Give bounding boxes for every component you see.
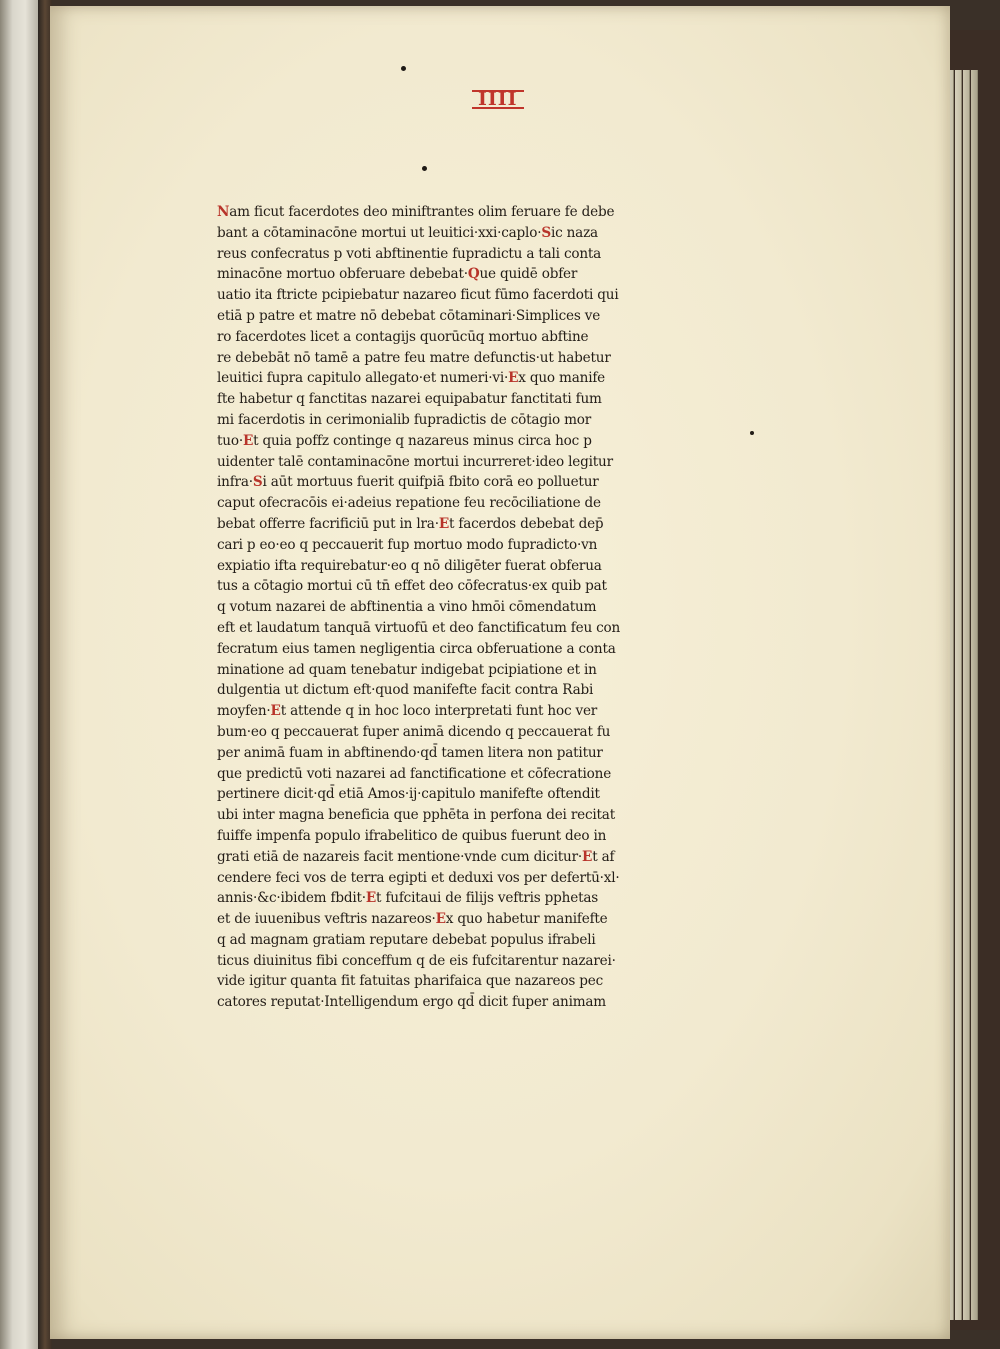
text-line: bebat offerre facrificiū put in lra·Et facerdos debebat dep̄ [217, 515, 604, 532]
text-line: q votum nazarei de abftinentia a vino hmōi cōmendatum [217, 599, 597, 616]
text-line: pertinere dicit·qd̄ etiā Amos·ij·capitulo manifefte oftendit [217, 786, 600, 803]
text-line: minatione ad quam tenebatur indigebat pcipiatione et in [217, 661, 597, 678]
text-line: tus a cōtagio mortui cū tn̄ effet deo cōfecratus·ex quib pat [217, 578, 607, 595]
text-line: Nam ficut facerdotes deo miniftrantes olim feruare fe debe [217, 204, 615, 220]
printed-page [50, 6, 950, 1339]
text-line: ticus diuinitus fibi conceffum q de eis fufcitarentur nazarei· [217, 952, 616, 969]
text-line: q ad magnam gratiam reputare debebat populus ifrabeli [217, 931, 596, 948]
text-line: per animā fuam in abftinendo·qd̄ tamen litera non patitur [217, 744, 603, 761]
body-text [217, 202, 737, 1013]
text-line: ro facerdotes licet a contagijs quorūcūq mortuo abftine [217, 328, 589, 345]
text-line: cendere feci vos de terra egipti et deduxi vos per defertū·xl· [217, 869, 620, 886]
text-line: re debebāt nō tamē a patre feu matre defunctis·ut habetur [217, 349, 611, 366]
text-line: etiā p patre et matre nō debebat cōtaminari·Simplices ve [217, 307, 601, 324]
text-line: leuitici fupra capitulo allegato·et numeri·vi·Ex quo manife [217, 370, 606, 387]
text-line: catores reputat·Intelligendum ergo qd̄ dicit fuper animam [217, 994, 607, 1011]
ink-dot [422, 166, 427, 171]
text-line: tuo·Et quia poffz continge q nazareus minus circa hoc p [217, 432, 592, 449]
text-line: que predictū voti nazarei ad fanctificatione et cōfecratione [217, 765, 612, 782]
text-line: expiatio ifta requirebatur·eo q nō diligēter fuerat obferua [217, 557, 602, 574]
text-line: et de iuuenibus veftris nazareos·Ex quo habetur manifefte [217, 911, 608, 928]
page-edge [971, 70, 978, 1320]
ink-dot [401, 66, 406, 71]
text-line: caput ofecracōis ei·adeius repatione feu recōciliatione de [217, 495, 601, 512]
text-line: infra·Si aūt mortuus fuerit quifpiā fbito corā eo polluetur [217, 474, 599, 491]
text-line: dulgentia ut dictum eft·quod manifefte facit contra Rabi [217, 682, 594, 699]
text-line: fecratum eius tamen negligentia circa obferuatione a conta [217, 640, 616, 657]
text-line: cari p eo·eo q peccauerit fup mortuo modo fupradicto·vn [217, 536, 598, 553]
text-line: uatio ita ftricte pcipiebatur nazareo ficut fūmo facerdoti qui [217, 287, 619, 304]
text-line: ubi inter magna beneficia que pphēta in perfona dei recitat [217, 807, 615, 824]
facing-page-edge [0, 0, 42, 1349]
text-line: vide igitur quanta fit fatuitas pharifaica que nazareos pec [217, 973, 604, 990]
text-line: bant a cōtaminacōne mortui ut leuitici·xxi·caplo·Sic naza [217, 224, 598, 241]
text-line: fuiffe impenfa populo ifrabelitico de quibus fuerunt deo in [217, 827, 607, 844]
text-line: fte habetur q fanctitas nazarei equipabatur fanctitati fum [217, 391, 602, 408]
text-line: grati etiā de nazareis facit mentione·vnde cum dicitur·Et af [217, 848, 615, 865]
text-line: eft et laudatum tanquā virtuofū et deo fanctificatum feu con [217, 619, 621, 636]
text-line: moyfen·Et attende q in hoc loco interpretati funt hoc ver [217, 703, 598, 720]
page-edge [963, 70, 970, 1320]
folio-number: IIII [472, 90, 524, 109]
text-line: mi facerdotis in cerimonialib fupradictis de cōtagio mor [217, 411, 592, 428]
page-edge [955, 70, 962, 1320]
text-line: annis·&c·ibidem fbdit·Et fufcitaui de filijs veftris pphetas [217, 890, 599, 907]
text-line: bum·eo q peccauerat fuper animā dicendo q peccauerat fu [217, 723, 611, 740]
text-line: uidenter talē contaminacōne mortui incurreret·ideo legitur [217, 453, 613, 470]
margin-mark [750, 431, 754, 435]
text-line: reus confecratus p voti abftinentie fupradictu a tali conta [217, 245, 602, 262]
text-line: minacōne mortuo obferuare debebat·Que quidē obfer [217, 266, 578, 283]
